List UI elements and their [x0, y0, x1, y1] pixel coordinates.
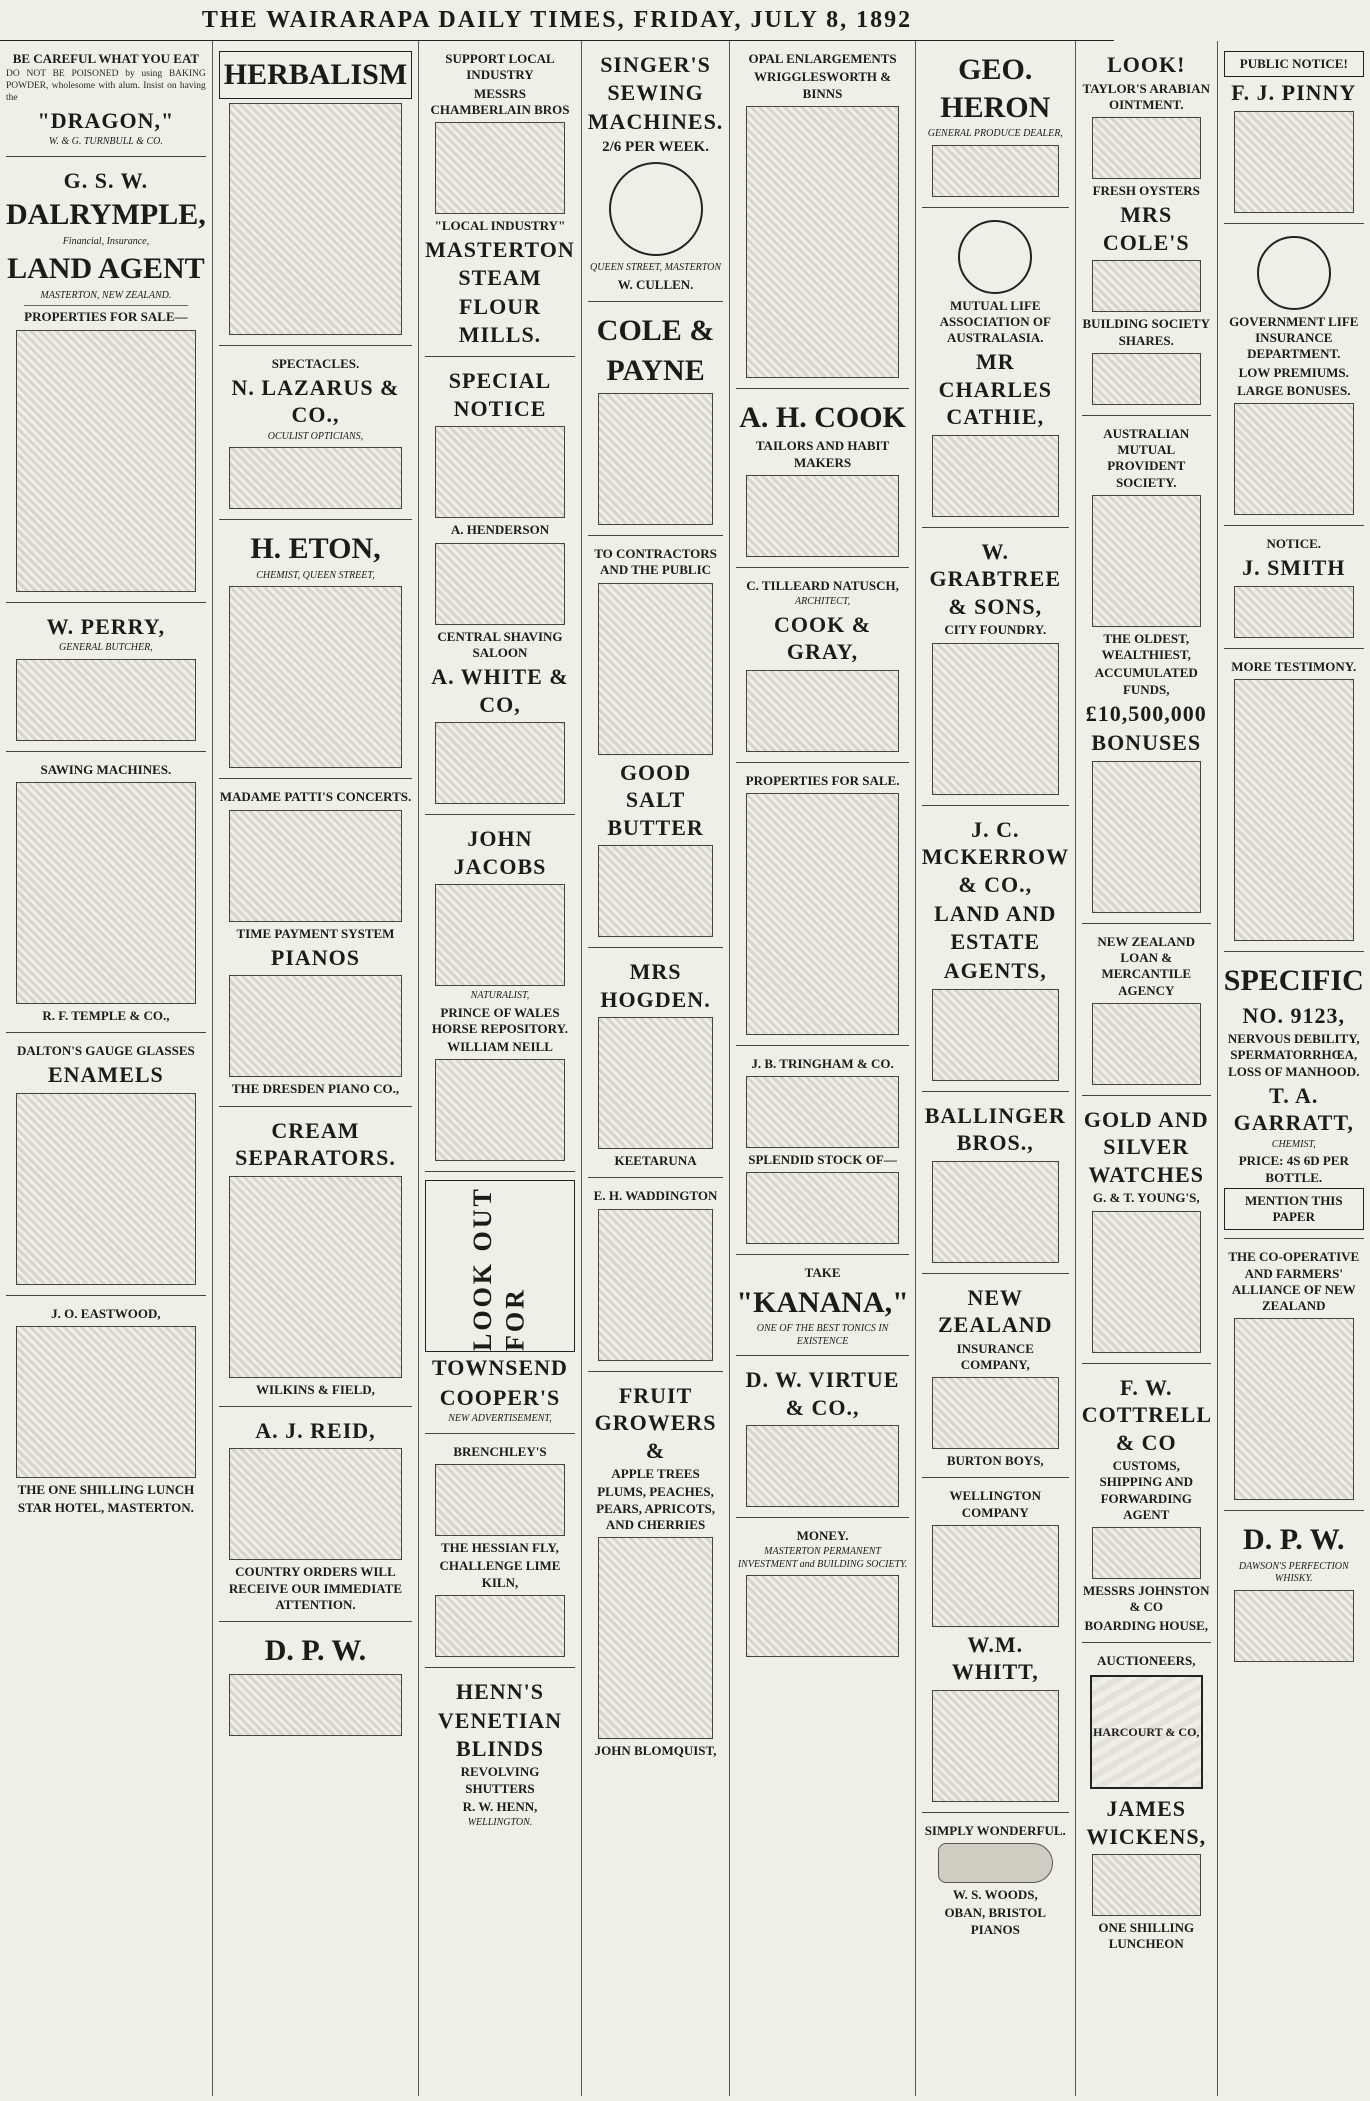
singer-agent: W. CULLEN. [617, 276, 694, 292]
perry-title: W. PERRY, [46, 613, 166, 639]
central-shaving: CENTRAL SHAVING SALOON [437, 628, 563, 660]
dalton-text-block [16, 1093, 196, 1285]
building-society-title: BUILDING SOCIETY SHARES. [1082, 316, 1210, 348]
contractors-title: TO CONTRACTORS AND THE PUBLIC [594, 546, 717, 578]
hogden-text-block [598, 1017, 714, 1149]
gsw-title: G. S. W. [63, 167, 149, 193]
take-title: TAKE [804, 1265, 841, 1281]
mutual-title: MUTUAL LIFE ASSOCIATION OF AUSTRALASIA. [939, 297, 1051, 345]
good-salt-text-block [598, 845, 714, 937]
govt-text-block [1234, 403, 1354, 515]
eton-ad [219, 524, 412, 779]
perry-text-block [16, 659, 196, 741]
special-notice-ad [425, 361, 575, 815]
fruit-title: FRUIT GROWERS & [594, 1382, 717, 1463]
column-3 [419, 41, 582, 2096]
dalton-title: DALTON'S GAUGE GLASSES [17, 1043, 195, 1059]
kanana-ad [736, 1259, 908, 1356]
dresden-title: THE DRESDEN PIANO CO., [231, 1081, 400, 1097]
perry-sub: GENERAL BUTCHER, [59, 642, 153, 654]
notice2-title: NOTICE. [1266, 536, 1322, 551]
singer-office: QUEEN STREET, MASTERTON [590, 262, 722, 274]
chamberlain-title: MESSRS CHAMBERLAIN BROS [430, 85, 570, 117]
hogden-title: MRS HOGDEN. [600, 959, 711, 1012]
contractors-ad [588, 540, 724, 948]
perry-ad [6, 607, 206, 752]
column-7 [1076, 41, 1218, 2096]
bonuses-title: BONUSES [1091, 730, 1202, 756]
customs-title: CUSTOMS, SHIPPING AND FORWARDING AGENT [1099, 1458, 1194, 1522]
eton-sub: CHEMIST, QUEEN STREET, [256, 569, 375, 581]
mrs-cole-text-block [1092, 260, 1201, 312]
nz-loan-title: NEW ZEALAND LOAN & MERCANTILE AGENCY [1097, 933, 1196, 998]
special-notice-title: SPECIAL NOTICE [448, 368, 552, 421]
dpw-text-block-left [229, 1674, 402, 1736]
venetian-title: VENETIAN BLINDS [437, 1708, 563, 1761]
tilleard-ad [736, 572, 908, 763]
wrigglesworth-title: WRIGGLESWORTH & BINNS [753, 69, 892, 101]
bloomquist-title: JOHN BLOMQUIST, [594, 1743, 717, 1758]
flour-mills: FLOUR MILLS. [458, 294, 542, 347]
dpw-ad-left [219, 1626, 412, 1746]
money-title: MONEY. [796, 1528, 849, 1543]
dpw-sub-right: DAWSON'S PERFECTION WHISKY. [1238, 1560, 1349, 1585]
sawing-title: SAWING MACHINES. [40, 761, 172, 777]
properties-title: PROPERTIES FOR SALE. [745, 772, 900, 788]
patti-ad [219, 783, 412, 1106]
listing-text-block [16, 330, 196, 592]
cole-payne-ad [588, 306, 724, 536]
henn-name: R. W. HENN, [462, 1798, 538, 1814]
opal-text-block [746, 106, 898, 378]
virtue-text-block [746, 1425, 898, 1507]
investment-title: MASTERTON PERMANENT INVESTMENT and BUILDING SOCIETY. [737, 1546, 908, 1570]
virtue-title: D. W. VIRTUE & CO., [745, 1367, 900, 1420]
ballinger-ad [922, 1096, 1069, 1274]
spectacles-title: SPECTACLES. [271, 355, 360, 371]
cooperative-ad [1224, 1243, 1364, 1511]
singer-ad [588, 45, 724, 302]
tilleard-sub: ARCHITECT, [795, 596, 851, 607]
pianos-text-block [229, 975, 402, 1077]
large-bonuses: LARGE BONUSES. [1237, 382, 1351, 398]
specific-number: NO. 9123, [1242, 1002, 1346, 1028]
tringham-ad [736, 1050, 908, 1256]
dragon-heading: BE CAREFUL WHAT YOU EAT [12, 51, 200, 66]
nz-loan-text-block [1092, 1003, 1201, 1085]
pinny-title: F. J. PINNY [1231, 80, 1357, 106]
whitt-title: W.M. WHITT, [951, 1631, 1039, 1685]
singer-seal-logo [609, 162, 703, 256]
cottrell-title: F. W. COTTRELL & CO [1081, 1374, 1212, 1455]
contractors-text-block [598, 583, 714, 755]
sawing-text-block [16, 782, 196, 1004]
cook-gray-text-block [746, 670, 898, 752]
singer-title: SINGER'S SEWING [600, 52, 711, 105]
harcourt-banner [1090, 1675, 1203, 1789]
heron-sub: GENERAL PRODUCE DEALER, [927, 128, 1063, 139]
harcourt-ad [1082, 1647, 1211, 1961]
herbalism-title: HERBALISM [219, 51, 412, 99]
herbalism-text-block [229, 103, 402, 335]
nz-insurance-ad [922, 1278, 1069, 1479]
oysters-title: FRESH OYSTERS [1092, 183, 1200, 198]
apple-trees-title: APPLE TREES [611, 1466, 700, 1481]
henderson-title: A. HENDERSON [450, 522, 550, 538]
grabtree-title: W. GRABTREE & SONS, [929, 538, 1061, 619]
testimony-ad [1224, 653, 1364, 952]
public-notice-title: PUBLIC NOTICE! [1224, 51, 1364, 77]
tringham-title: J. B. TRINGHAM & CO. [751, 1055, 894, 1071]
payne-title: PAYNE [606, 353, 705, 387]
nz-insurance-sub: INSURANCE COMPANY, [956, 1340, 1034, 1372]
heron-title: GEO. HERON [940, 53, 1051, 124]
wellington-co-ad [922, 1482, 1069, 1813]
fruit-ad [588, 1376, 724, 1768]
columns [0, 41, 1364, 2096]
simply-title: SIMPLY WONDERFUL. [924, 1822, 1066, 1838]
watches-ad [1082, 1100, 1211, 1364]
cook-gray-title: COOK & GRAY, [774, 611, 872, 664]
cottrell-ad [1082, 1368, 1211, 1643]
harcourt-title: HARCOURT & CO, [1093, 1724, 1200, 1739]
jacobs-sub: NATURALIST, [470, 990, 530, 1001]
properties-heading: PROPERTIES FOR SALE— [24, 309, 188, 325]
bristol-title: OBAN, BRISTOL PIANOS [944, 1905, 1047, 1937]
cook-title: A. H. COOK [739, 400, 906, 434]
new-ad-sub: NEW ADVERTISEMENT, [448, 1413, 552, 1425]
burton-title: BURTON BOYS, [946, 1453, 1044, 1468]
land-agent-place: MASTERTON, NEW ZEALAND. [40, 289, 172, 301]
mention-line: MENTION THIS PAPER [1224, 1188, 1364, 1231]
dragon-footer: W. & G. TURNBULL & CO. [48, 136, 163, 148]
masterton-steam: MASTERTON STEAM [425, 237, 575, 290]
henderson-text-block [435, 543, 565, 625]
wickens-text-block [1092, 1854, 1201, 1916]
cream-text-block [229, 1176, 402, 1378]
taylors-text-block [1092, 117, 1201, 179]
singer-weekly: 2/6 PER WEEK. [602, 138, 709, 155]
cook-text-block [746, 475, 898, 557]
woods-ad [922, 1817, 1069, 1946]
reid-title: A. J. REID, [255, 1417, 376, 1443]
smith-title: J. SMITH [1242, 555, 1346, 581]
local-industry: "LOCAL INDUSTRY" [434, 218, 566, 233]
cream-title: CREAM SEPARATORS. [235, 1117, 396, 1170]
fruit-text-block [598, 1537, 714, 1739]
boarding-title: BOARDING HOUSE, [1084, 1617, 1209, 1633]
column-5 [730, 41, 915, 2096]
brenchley-ad [425, 1438, 575, 1668]
pinny-text-block [1234, 111, 1354, 213]
cooperative-text-block [1234, 1318, 1354, 1500]
cook-sub: TAILORS AND HABIT MAKERS [755, 438, 890, 470]
wellington-co-text-block [932, 1525, 1059, 1627]
column-8 [1218, 41, 1370, 2096]
properties-ad [736, 767, 908, 1046]
specific-title: SPECIFIC [1223, 964, 1364, 997]
cream-ad [219, 1111, 412, 1407]
grabtree-ad [922, 532, 1069, 806]
funds-amount: £10,500,000 [1085, 700, 1207, 726]
auctioneers-title: AUCTIONEERS, [1096, 1652, 1196, 1668]
dalrymple-title: DALRYMPLE, [6, 198, 206, 232]
neill-title: WILLIAM NEILL [447, 1039, 553, 1054]
nz-loan-ad [1082, 928, 1211, 1096]
amp-text-block [1092, 495, 1201, 627]
young-title: G. & T. YOUNG'S, [1092, 1190, 1200, 1206]
column-2 [213, 41, 419, 2096]
city-foundry: CITY FOUNDRY. [944, 622, 1047, 638]
dpw-ad-right [1224, 1515, 1364, 1672]
taylors-title: TAYLOR'S ARABIAN OINTMENT. [1082, 80, 1210, 112]
townsend-title: TOWNSEND [431, 1355, 568, 1381]
cathie-title: MR CHARLES CATHIE, [938, 349, 1052, 430]
patti-text-block [229, 810, 402, 922]
henn-ad [425, 1672, 575, 1837]
tringham-text-block [746, 1076, 898, 1148]
building-society-text-block [1092, 353, 1201, 405]
eastwood-title: J. O. EASTWOOD, [51, 1305, 161, 1321]
jacobs-ad [425, 819, 575, 1172]
chemist-sub: CHEMIST, [1271, 1138, 1316, 1150]
reid-text-block [229, 1448, 402, 1560]
peaches-title: PLUMS, PEACHES, PEARS, APRICOTS, AND CHERRIES [596, 1484, 715, 1532]
masthead [0, 0, 1114, 41]
agents-title: AGENTS, [943, 958, 1047, 983]
dragon-ad [6, 45, 206, 157]
patti-title: MADAME PATTI'S CONCERTS. [219, 789, 412, 805]
hessian-title: THE HESSIAN FLY, [441, 1540, 559, 1555]
mckerrow-text-block [932, 989, 1059, 1081]
lazarus-ad [219, 350, 412, 521]
henn-place: WELLINGTON. [467, 1817, 533, 1828]
eton-text-block [229, 586, 402, 768]
support-title: SUPPORT LOCAL INDUSTRY [445, 51, 555, 83]
luncheon-title: ONE SHILLING LUNCHEON [1098, 1920, 1195, 1952]
waddington-title: E. H. WADDINGTON [593, 1188, 718, 1204]
heron-text-block [932, 145, 1059, 197]
hogden-ad [588, 952, 724, 1178]
white-title: A. WHITE & CO, [431, 664, 569, 717]
testimony-title: MORE TESTIMONY. [1231, 658, 1357, 674]
jacobs-text-block [435, 884, 565, 986]
column-4 [582, 41, 731, 2096]
heron-ad [922, 45, 1069, 208]
govt-ad [1224, 228, 1364, 526]
challenge-text-block [435, 1595, 565, 1657]
opal-title: OPAL ENLARGEMENTS [748, 51, 897, 66]
kanana-sub: ONE OF THE BEST TONICS IN EXISTENCE [756, 1323, 889, 1347]
column-6 [916, 41, 1076, 2096]
eton-title: H. ETON, [250, 532, 381, 566]
good-salt-title: GOOD SALT BUTTER [607, 759, 704, 840]
challenge-title: CHALLENGE LIME KILN, [439, 1558, 561, 1590]
look-out-text: LOOK OUT FOR [468, 1186, 530, 1352]
splendid-title: SPLENDID STOCK OF— [748, 1152, 897, 1167]
townsend-ad [425, 1176, 575, 1434]
dragon-body: DO NOT BE POISONED by using BAKING POWDER, wholesome with alum. Insist on having the [6, 69, 206, 103]
chamberlain-ad [425, 45, 575, 357]
column-1 [0, 41, 213, 2096]
enamels-title: ENAMELS [47, 1062, 164, 1088]
opal-ad [736, 45, 908, 389]
amp-ad [1082, 420, 1211, 924]
price-line: PRICE: 4S 6D PER BOTTLE. [1238, 1153, 1349, 1185]
eastwood-ad [6, 1300, 206, 1525]
wickens-title: JAMES WICKENS, [1086, 1796, 1207, 1849]
cottrell-text-block [1092, 1527, 1201, 1579]
hogden-place: KEETARUNA [614, 1153, 697, 1168]
whitt-text-block [932, 1690, 1059, 1802]
sawing-ad [6, 756, 206, 1034]
dalrymple-ad [6, 161, 206, 603]
lazarus-text-block [229, 447, 402, 509]
oldest-title: THE OLDEST, WEALTHIEST, [1101, 630, 1191, 662]
smith-ad [1224, 530, 1364, 649]
govt-title: GOVERNMENT LIFE INSURANCE DEPARTMENT. [1229, 313, 1359, 362]
mckerrow-title: J. C. MCKERROW & CO., [921, 816, 1070, 897]
grabtree-text-block [932, 643, 1059, 795]
pianos-title: PIANOS [270, 944, 361, 970]
smith-text-block [1234, 586, 1354, 638]
amp-title: AUSTRALIAN MUTUAL PROVIDENT SOCIETY. [1103, 425, 1190, 490]
revolving-title: REVOLVING SHUTTERS [460, 1764, 540, 1796]
land-estate-title: LAND AND ESTATE [934, 901, 1057, 954]
nz-insurance-title: NEW ZEALAND [937, 1284, 1053, 1337]
white-text-block [435, 722, 565, 804]
johnston-title: MESSRS JOHNSTON & CO [1082, 1583, 1210, 1615]
kanana-title: "KANANA," [736, 1285, 909, 1319]
dragon-brand: "DRAGON," [37, 107, 175, 133]
pointing-hand-icon [938, 1843, 1053, 1883]
lazarus-sub: OCULIST OPTICIANS, [267, 430, 364, 442]
dalton-ad [6, 1037, 206, 1296]
star-hotel: STAR HOTEL, MASTERTON. [17, 1500, 194, 1516]
nz-insurance-text-block [932, 1377, 1059, 1449]
chamberlain-text-block [435, 122, 565, 214]
mutual-emblem [958, 220, 1032, 294]
land-agent-title: LAND AGENT [7, 252, 205, 286]
waddington-text-block [598, 1209, 714, 1361]
brenchley-text-block [435, 1464, 565, 1536]
masthead-title: THE WAIRARAPA DAILY TIMES, FRIDAY, JULY 8, 1892 [201, 6, 913, 33]
mckerrow-ad [922, 810, 1069, 1092]
ballinger-text-block [932, 1161, 1059, 1263]
lunch-title: THE ONE SHILLING LUNCH [17, 1482, 195, 1498]
specific-ad [1224, 956, 1364, 1239]
mutual-ad [922, 212, 1069, 528]
cole-title: COLE & [596, 314, 715, 347]
reid-ad [219, 1411, 412, 1622]
cooper-title: COOPER'S [439, 1384, 561, 1410]
dpw-title-left: D. P. W. [264, 1634, 367, 1667]
temple-title: R. F. TEMPLE & CO., [42, 1007, 170, 1023]
watches-text-block [1092, 1211, 1201, 1353]
tilleard-title: C. TILLEARD NATUSCH, [746, 577, 899, 593]
herbalism-ad [219, 45, 412, 346]
dpw-text-block-right [1234, 1590, 1354, 1662]
garratt-title: T. A. GARRATT, [1233, 1082, 1354, 1136]
accumulated-title: ACCUMULATED FUNDS, [1094, 665, 1198, 697]
pinny-ad [1224, 45, 1364, 224]
specific-sub: NERVOUS DEBILITY, SPERMATORRHŒA, LOSS OF MANHOOD. [1227, 1031, 1360, 1079]
low-premiums: LOW PREMIUMS. [1238, 364, 1349, 380]
wilkins-title: WILKINS & FIELD, [256, 1381, 375, 1397]
mrs-cole-title: MRS COLE'S [1102, 202, 1190, 255]
neill-text-block [435, 1059, 565, 1161]
properties-text-block [746, 793, 898, 1035]
look-title: LOOK! [1107, 52, 1186, 77]
testimony-text-block [1234, 679, 1354, 941]
govt-emblem [1257, 236, 1331, 310]
virtue-ad [736, 1360, 908, 1518]
singer-machines: MACHINES. [587, 109, 724, 134]
waddington-ad [588, 1182, 724, 1371]
wellington-co-title: WELLINGTON COMPANY [949, 1488, 1042, 1520]
cole-payne-text-block [598, 393, 714, 525]
money-ad [736, 1522, 908, 1667]
dpw-title-right: D. P. W. [1243, 1523, 1345, 1557]
mutual-text-block [932, 435, 1059, 517]
money-text-block [746, 1575, 898, 1657]
dalrymple-sub: Financial, Insurance, [62, 235, 150, 247]
country-orders: COUNTRY ORDERS WILL RECEIVE OUR IMMEDIATE ATTENTION. [228, 1564, 403, 1612]
lazarus-title: N. LAZARUS & CO., [231, 374, 400, 428]
henn-title: HENN'S [456, 1678, 544, 1704]
woods-title: W. S. WOODS, [952, 1887, 1038, 1902]
brenchley-title: BRENCHLEY'S [453, 1443, 547, 1459]
time-payment-title: TIME PAYMENT SYSTEM [236, 925, 395, 941]
prince-title: PRINCE OF WALES HORSE REPOSITORY. [431, 1004, 569, 1036]
look-out-box [425, 1180, 575, 1352]
watches-title: GOLD AND SILVER WATCHES [1083, 1106, 1209, 1187]
eastwood-text-block [16, 1326, 196, 1478]
splendid-text-block [746, 1172, 898, 1244]
special-notice-text-block [435, 426, 565, 518]
cooperative-title: THE CO-OPERATIVE AND FARMERS' ALLIANCE OF NEW ZEALAND [1228, 1249, 1360, 1313]
jacobs-title: JOHN JACOBS [453, 826, 547, 879]
ballinger-title: BALLINGER BROS., [924, 1102, 1066, 1155]
taylors-ad [1082, 45, 1211, 416]
cook-ad [736, 393, 908, 568]
bonuses-text-block [1092, 761, 1201, 913]
